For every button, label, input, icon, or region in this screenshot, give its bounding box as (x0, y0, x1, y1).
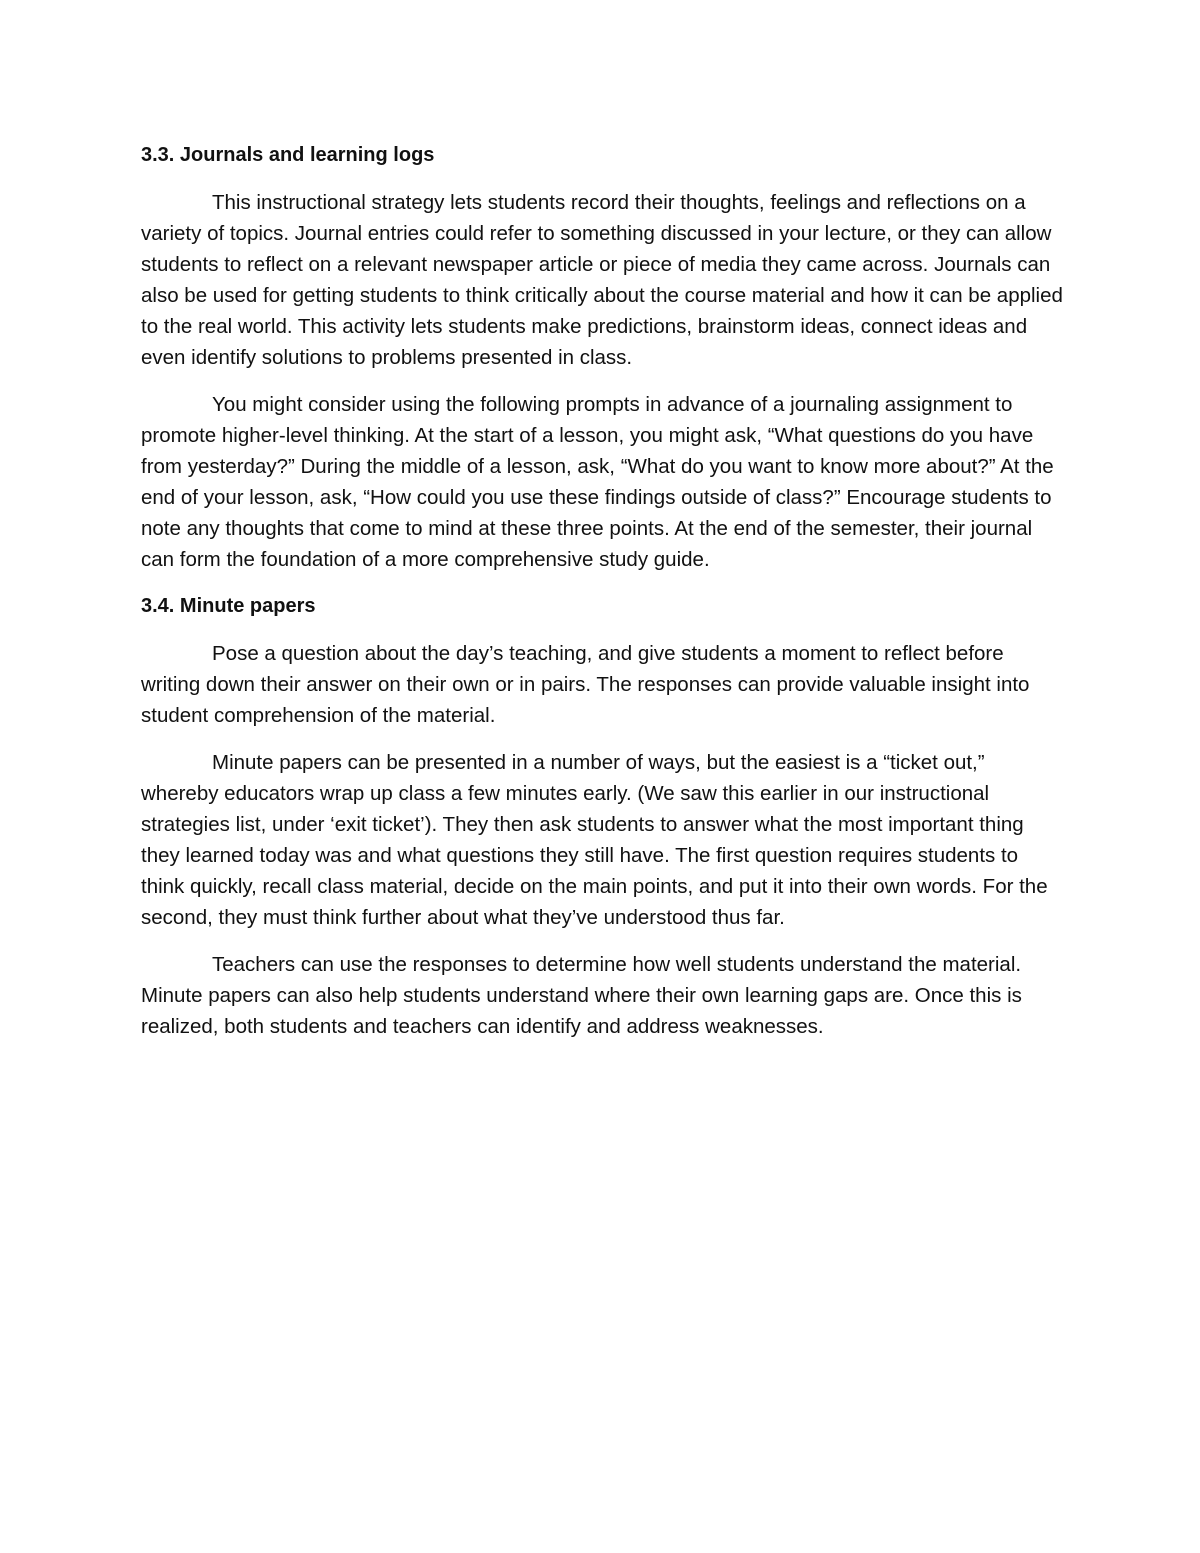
paragraph-journals-prompts: You might consider using the following prompts in advance of a journaling assignment to promote higher-level thinking. At the start of a lesson, you might ask, “What questions do you have from yesterday?” During the middle of a lesson, ask, “What do you want to know more about?” At the end of your lesson, ask, “How could you use these findings outside of class?” Encourage students to note any thoughts that come to mind at these three points. At the end of the semester, their journal can form the foundation of a more comprehensive study guide. (141, 393, 1054, 571)
paragraph-minute-papers-intro: Pose a question about the day’s teaching, and give students a moment to reflect before writing down their answer on their own or in pairs. The responses can provide valuable insight into student comprehension of the material. (141, 642, 1030, 727)
paragraph-minute-papers-teachers: Teachers can use the responses to determine how well students understand the material. Minute papers can also help students understand where their own learning gaps are. Once this is realized, both students and teachers can identify and address weaknesses. (141, 953, 1022, 1038)
section-heading-minute-papers: 3.4. Minute papers (141, 595, 316, 617)
paragraph-minute-papers-ticket-out: Minute papers can be presented in a number of ways, but the easiest is a “ticket out,” whereby educators wrap up class a few minutes early. (We saw this earlier in our instructional strategies list, under ‘exit ticket’). They then ask students to answer what the most important thing they learned today was and what questions they still have. The first question requires students to think quickly, recall class material, decide on the main points, and put it into their own words. For the second, they must think further about what they’ve understood thus far. (141, 751, 1048, 929)
section-heading-journals: 3.3. Journals and learning logs (141, 144, 435, 166)
paragraph-journals-intro: This instructional strategy lets students record their thoughts, feelings and reflections on a variety of topics. Journal entries could refer to something discussed in your lecture, or they can allow students to reflect on a relevant newspaper article or piece of media they came across. Journals can also be used for getting students to think critically about the course material and how it can be applied to the real world. This activity lets students make predictions, brainstorm ideas, connect ideas and even identify solutions to problems presented in class. (141, 191, 1063, 369)
document-body (141, 140, 1066, 1058)
